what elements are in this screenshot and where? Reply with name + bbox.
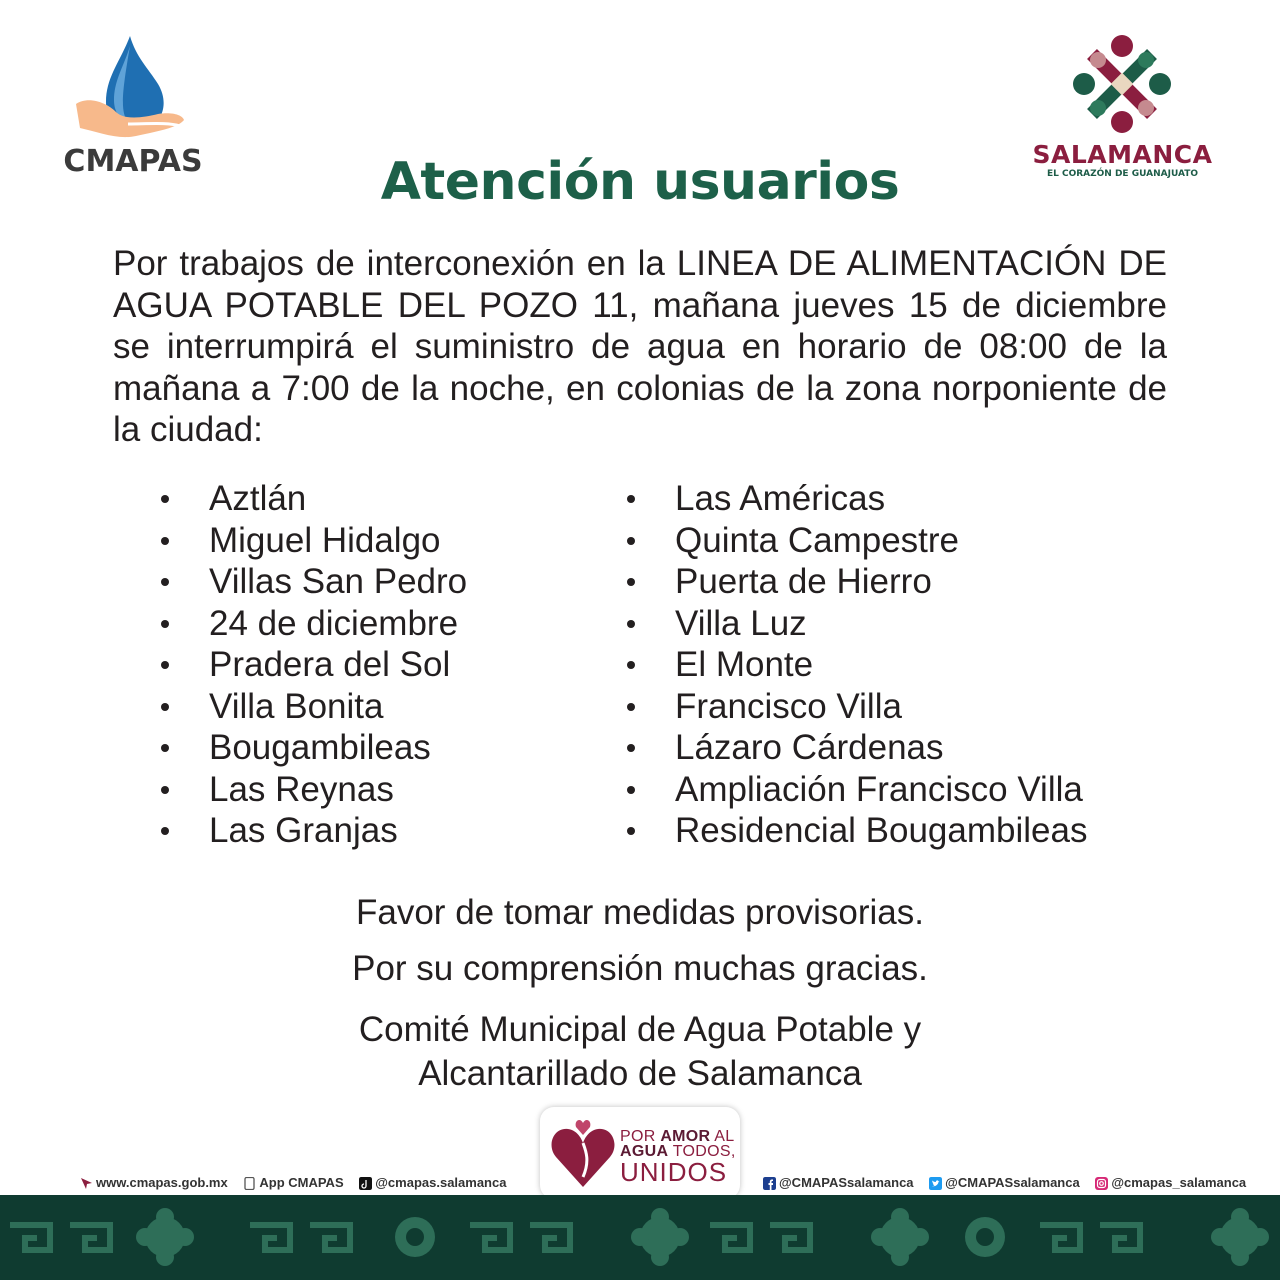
list-item: [209, 603, 467, 645]
list-item: [675, 727, 1087, 769]
tiktok-icon: [359, 1177, 372, 1190]
colonia-name: Miguel Hidalgo: [209, 520, 441, 560]
colonia-name: 24 de diciembre: [209, 603, 459, 643]
facebook-text: @CMAPASsalamanca: [779, 1175, 914, 1191]
list-item: [209, 478, 467, 520]
bullet-icon: [627, 786, 635, 794]
app-text: App CMAPAS: [259, 1175, 344, 1191]
list-item: [675, 520, 1087, 562]
ornament-pattern-icon: [0, 1195, 1280, 1280]
list-item: [675, 561, 1087, 603]
colonia-name: Las Granjas: [209, 811, 398, 850]
list-item: [675, 644, 1087, 686]
cmapas-brand-text: CMAPAS: [63, 144, 203, 179]
bullet-icon: [627, 495, 635, 503]
salamanca-tagline: EL CORAZÓN DE GUANAJUATO: [1046, 169, 1199, 179]
colonias-list-right: [675, 478, 1087, 852]
tiktok-link[interactable]: [359, 1175, 506, 1190]
list-item: [209, 810, 467, 852]
colonia-name: Pradera del Sol: [209, 645, 451, 684]
colonia-name: Residencial Bougambileas: [675, 811, 1088, 850]
list-item: [209, 769, 467, 811]
badge-unidos: UNIDOS: [620, 1157, 728, 1187]
bullet-icon: [627, 744, 635, 752]
instagram-text: @cmapas_salamanca: [1111, 1175, 1247, 1191]
cursor-icon: [80, 1177, 93, 1190]
notice-paragraph: Por trabajos de interconexión en la LINEA DE ALIMENTACIÓN DE AGUA POTABLE DEL POZO 11, mañana jueves 15 de diciembre se interrumpirá el suministro de agua en horario de 08:00 de la mañana a 7:00 de la noche, en colonias de la zona norponiente de la ciudad:: [113, 244, 1167, 449]
list-item: [675, 478, 1087, 520]
colonia-name: Villas San Pedro: [209, 562, 468, 601]
colonia-name: Puerta de Hierro: [675, 562, 932, 601]
badge-text: [620, 1129, 736, 1185]
colonia-name: Villa Bonita: [209, 686, 384, 726]
list-item: [675, 769, 1087, 811]
colonia-name: Villa Luz: [675, 603, 807, 643]
list-item: [209, 644, 467, 686]
colonia-name: Las Américas: [675, 479, 886, 518]
website-text: www.cmapas.gob.mx: [96, 1175, 228, 1191]
list-item: [675, 686, 1087, 728]
colonia-name: Las Reynas: [209, 769, 394, 809]
bullet-icon: [627, 578, 635, 586]
bullet-icon: [161, 578, 169, 586]
salamanca-emblem-icon: [1020, 28, 1225, 140]
twitter-icon: [929, 1177, 942, 1190]
colonia-name: Francisco Villa: [675, 686, 902, 726]
badge-agua: AGUA: [620, 1143, 669, 1160]
colonia-name: Lázaro Cárdenas: [675, 728, 944, 767]
bullet-icon: [161, 620, 169, 628]
instagram-icon: [1095, 1177, 1108, 1190]
list-item: [209, 727, 467, 769]
closing-thanks: Por su comprensión muchas gracias.: [352, 949, 928, 988]
list-item: [209, 686, 467, 728]
signature-line-2: Alcantarillado de Salamanca: [418, 1054, 862, 1093]
colonia-name: Aztlán: [209, 479, 307, 518]
closing-signature: [0, 1008, 1280, 1096]
instagram-link[interactable]: [1095, 1175, 1246, 1190]
app-link[interactable]: [243, 1175, 343, 1190]
footer-links-right: [763, 1174, 1258, 1190]
bullet-icon: [161, 744, 169, 752]
app-icon: [243, 1177, 256, 1190]
list-item: [675, 603, 1087, 645]
twitter-link[interactable]: [929, 1175, 1080, 1190]
colonia-name: Ampliación Francisco Villa: [675, 769, 1083, 809]
page-title: Atención usuarios: [380, 152, 900, 212]
colonia-name: Bougambileas: [209, 728, 431, 767]
bullet-icon: [161, 495, 169, 503]
bullet-icon: [627, 537, 635, 545]
list-item: [209, 561, 467, 603]
facebook-link[interactable]: [763, 1175, 914, 1190]
badge-todos: TODOS,: [668, 1143, 736, 1160]
salamanca-brand-text: SALAMANCA: [1032, 140, 1213, 169]
badge-por: POR: [620, 1128, 661, 1145]
bullet-icon: [161, 661, 169, 669]
badge-amor: AMOR: [660, 1128, 711, 1145]
bullet-icon: [627, 661, 635, 669]
website-link[interactable]: [80, 1175, 228, 1190]
badge-al: AL: [710, 1128, 735, 1145]
colonia-name: Quinta Campestre: [675, 520, 960, 560]
colonias-list-left: [209, 478, 467, 852]
heart-icon: [550, 1117, 616, 1189]
colonia-name: El Monte: [675, 645, 814, 684]
bullet-icon: [627, 703, 635, 711]
bullet-icon: [161, 786, 169, 794]
bullet-icon: [161, 827, 169, 835]
footer-links-left: [80, 1174, 518, 1190]
bullet-icon: [627, 620, 635, 628]
list-item: [209, 520, 467, 562]
twitter-text: @CMAPASsalamanca: [945, 1175, 1080, 1191]
closing-advice: Favor de tomar medidas provisorias.: [356, 893, 924, 932]
decorative-footer-band: [0, 1195, 1280, 1280]
tiktok-text: @cmapas.salamanca: [375, 1175, 507, 1191]
facebook-icon: [763, 1177, 776, 1190]
bullet-icon: [161, 703, 169, 711]
water-drop-hand-icon: [58, 32, 208, 142]
list-item: [675, 810, 1087, 852]
bullet-icon: [627, 827, 635, 835]
campaign-badge: [540, 1107, 740, 1199]
bullet-icon: [161, 537, 169, 545]
signature-line-1: Comité Municipal de Agua Potable y: [358, 1010, 922, 1049]
